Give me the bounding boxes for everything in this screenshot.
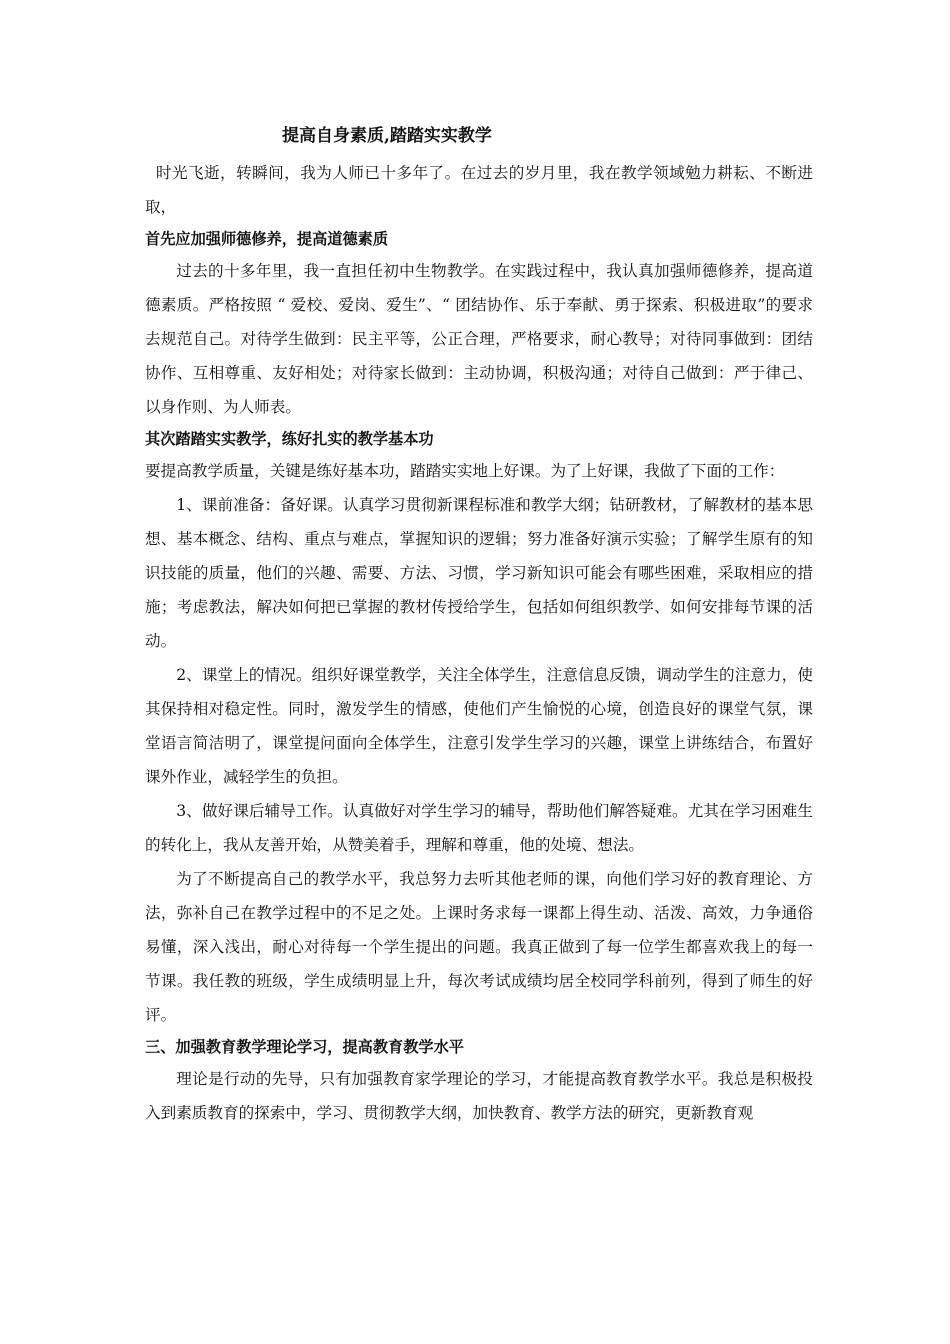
document-title: 提高自身素质,踏踏实实教学 bbox=[282, 126, 492, 146]
tutoring-paragraph: 3、做好课后辅导工作。认真做好对学生学习的辅导，帮助他们解答疑难。尤其在学习困难生的转化上，我从友善开始，从赞美着手，理解和尊重，他的处境、想法。 bbox=[145, 802, 813, 854]
teaching-lead-paragraph: 要提高教学质量，关键是练好基本功，踏踏实实地上好课。为了上好课，我做了下面的工作： bbox=[145, 462, 785, 480]
document-body bbox=[145, 156, 813, 1130]
intro-paragraph: 时光飞逝，转瞬间，我为人师已十多年了。在过去的岁月里，我在教学领域勉力耕耘、不断进取， bbox=[145, 164, 813, 216]
section-heading-teaching: 其次踏踏实实教学，练好扎实的教学基本功 bbox=[145, 430, 434, 448]
self-improvement-paragraph: 为了不断提高自己的教学水平，我总努力去听其他老师的课，向他们学习好的教育理论、方法，弥补自己在教学过程中的不足之处。上课时务求每一课都上得生动、活泼、高效，力争通俗易懂，深入浅出，耐心对待每一个学生提出的问题。我真正做到了每一位学生都喜欢我上的每一节课。我任教的班级，学生成绩明显上升，每次考试成绩均居全校同学科前列，得到了师生的好评。 bbox=[145, 870, 813, 1024]
section-heading-ethics: 首先应加强师德修养，提高道德素质 bbox=[145, 230, 388, 248]
theory-paragraph: 理论是行动的先导，只有加强教育家学理论的学习，才能提高教育教学水平。我总是积极投入到素质教育的探索中，学习、贯彻教学大纲，加快教育、教学方法的研究，更新教育观 bbox=[145, 1070, 813, 1122]
lesson-preparation-paragraph: 1、课前准备：备好课。认真学习贯彻新课程标准和教学大纲；钻研教材，了解教材的基本思想、基本概念、结构、重点与难点，掌握知识的逻辑；努力准备好演示实验；了解学生原有的知识技能的质量，他们的兴趣、需要、方法、习惯，学习新知识可能会有哪些困难，采取相应的措施；考虑教法，解决如何把已掌握的教材传授给学生，包括如何组织教学、如何安排每节课的活动。 bbox=[145, 496, 813, 650]
ethics-paragraph: 过去的十多年里，我一直担任初中生物教学。在实践过程中，我认真加强师德修养，提高道德素质。严格按照 “ 爱校、爱岗、爱生”、“ 团结协作、乐于奉献、勇于探索、积极进取”的要求去规范自己。对待学生做到：民主平等，公正合理，严格要求，耐心教导；对待同事做到：团结协作、互相尊重、友好相处；对待家长做到：主动协调，积极沟通；对待自己做到：严于律己、以身作则、为人师表。 bbox=[145, 262, 813, 416]
section-heading-theory: 三、加强教育教学理论学习，提高教育教学水平 bbox=[145, 1038, 464, 1056]
classroom-paragraph: 2、课堂上的情况。组织好课堂教学，关注全体学生，注意信息反馈，调动学生的注意力，使其保持相对稳定性。同时，激发学生的情感，使他们产生愉悦的心境，创造良好的课堂气氛，课堂语言简洁明了，课堂提问面向全体学生，注意引发学生学习的兴趣，课堂上讲练结合，布置好课外作业，减轻学生的负担。 bbox=[145, 666, 813, 786]
